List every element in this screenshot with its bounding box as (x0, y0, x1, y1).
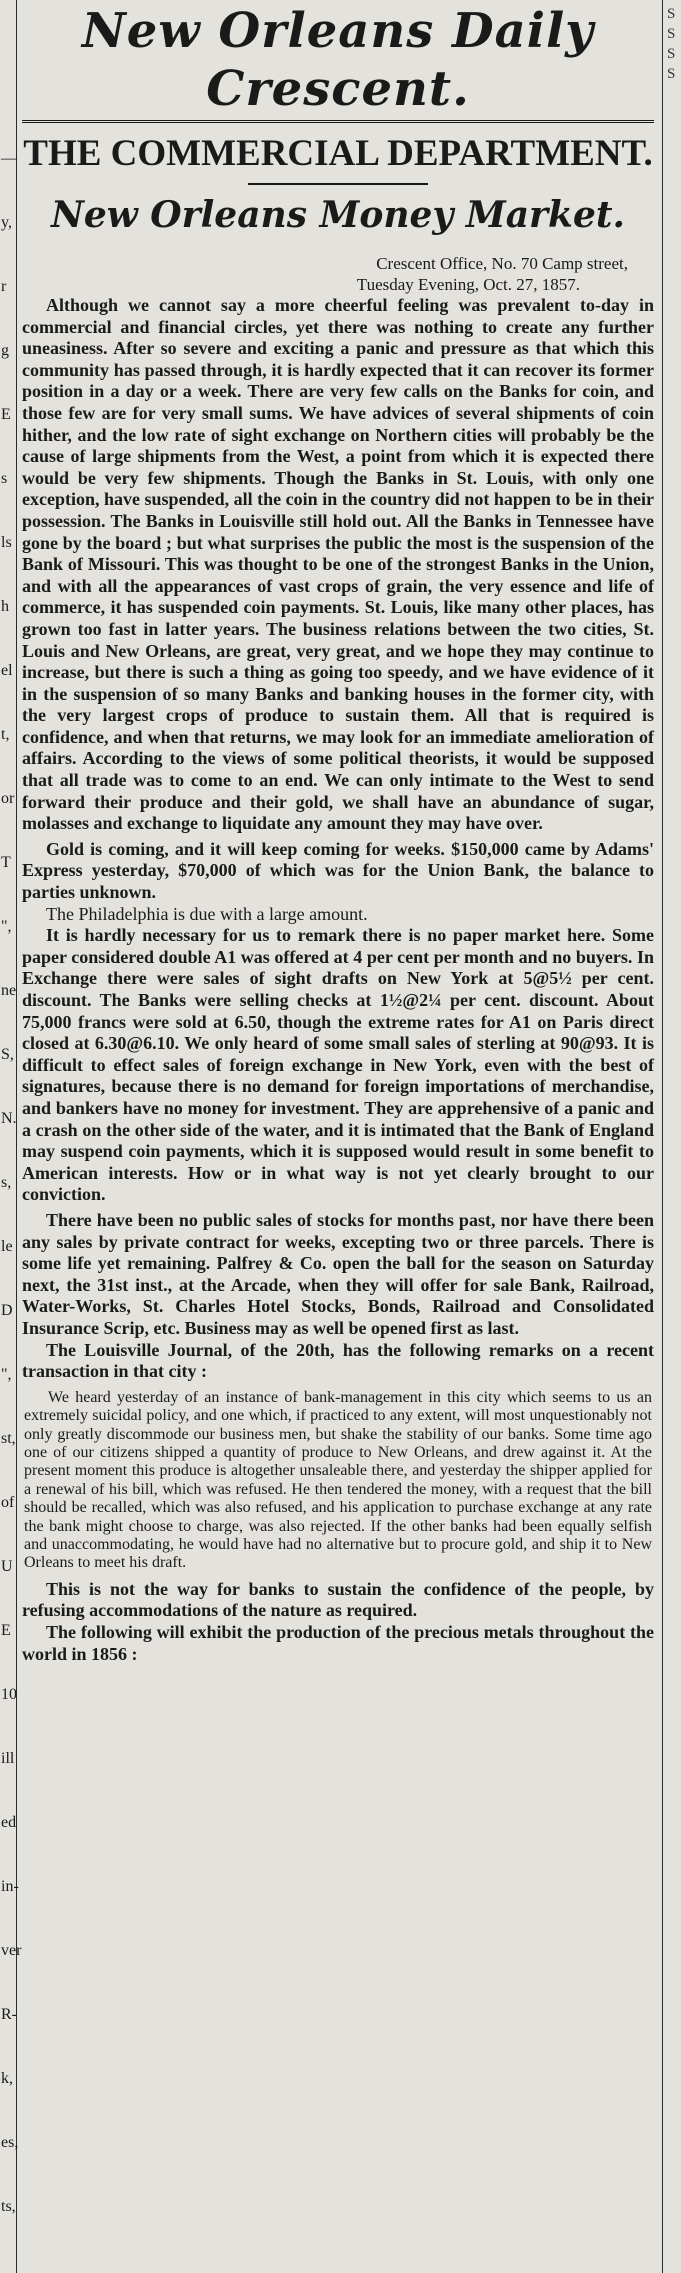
margin-fragment: ill (1, 1750, 15, 1767)
dateline (22, 253, 628, 295)
margin-fragment: h (1, 598, 9, 615)
margin-fragment: or (1, 790, 15, 807)
margin-fragment: ls (1, 534, 12, 551)
article-paragraph: Although we cannot say a more cheerful feeling was prevalent to-day in commercial and financial circles, yet there was nothing to create any further uneasiness. After so severe and exciting a panic and pressure as that which this community has passed through, it is hardly expected that it can recover its former position in a day or a week. There are very few calls on the Banks for coin, and those few are for very small sums. We have advices of several shipments of coin hither, and the low rate of sight exchange on Northern cities will probably be the cause of large shipments from the West, a point from which it is expected there would be very few shipments. Though the Banks in St. Louis, with only one exception, have suspended, all the coin in the country did not happen to be in their possession. The Banks in Louisville still hold out. All the Banks in Tennessee have gone by the board ; but what surprises the public the most is the suspension of the Bank of Missouri. This was thought to be one of the strongest Banks in the Union, and with all the appearances of vast crops of grain, the very essence and life of commerce, it has suspended coin payments. St. Louis, like many other places, has grown too fast in latter years. The business relations between the two cities, St. Louis and New Orleans, are great, very great, and we hope they may continue to increase, but there is such a thing as going too speedy, and we have evidence of it in the suspension of so many Banks and banking houses in the former city, with the very largest crops of produce to sustain them. All that is required is confidence, and when that returns, we may look for an immediate amelioration of affairs. According to the views of some political theorists, it would be supposed that all trade was to come to an end. We can only intimate to the West to send forward their produce and their gold, we shall have an abundance of sugar, molasses and exchange to liquidate any amount they may have over. (22, 295, 654, 834)
margin-fragment: U (1, 1558, 13, 1575)
closing-paragraph: This is not the way for banks to sustain the confidence of the people, by refusing accommodations of the nature as required. (22, 1578, 654, 1621)
margin-fragment: S, (1, 1046, 14, 1063)
margin-fragment: el (1, 662, 13, 679)
dateline-date: Tuesday Evening, Oct. 27, 1857. (356, 275, 580, 294)
margin-fragment: E (1, 1622, 11, 1639)
margin-fragment: N. (1, 1110, 17, 1127)
department-heading: THE COMMERCIAL DEPARTMENT. (23, 133, 653, 174)
section-title: New Orleans Money Market. (50, 194, 626, 236)
article-paragraph: It is hardly necessary for us to remark there is no paper market here. Some paper considered double A1 was offered at 4 per cent per month and no buyers. In Exchange there were sales of sight drafts on New York at 5@5½ per cent. discount. The Banks were selling checks at 1½@2¼ per cent. discount. About 75,000 francs were sold at 6.50, though the extreme rates for A1 on Paris direct closed at 6.30@6.10. We only heard of some small sales of sterling at 90@93. It is difficult to effect sales of foreign exchange in New York, even with the best of signatures, because there is no demand for foreign importations of merchandise, and bankers have no money for investment. They are apprehensive of a panic and a crash on the other side of the water, and it is intimated that the Bank of England may suspend coin payments, which it is supposed would result in some benefit to American interests. How or in what way is not yet clearly brought to our conviction. (22, 925, 654, 1205)
margin-fragment: ", (1, 1366, 12, 1383)
article-column (22, 0, 654, 1665)
margin-fragment: ver (1, 1942, 22, 1959)
dateline-office: Crescent Office, No. 70 Camp street, (376, 254, 628, 273)
margin-fragment: D (1, 1302, 13, 1319)
article-paragraph: Gold is coming, and it will keep coming for weeks. $150,000 came by Adams' Express yesterday, $70,000 of which was for the Union Bank, the balance to parties unknown. (22, 838, 654, 903)
heading-divider (248, 183, 428, 185)
quoted-passage: We heard yesterday of an instance of bank-management in this city which seems to us an extremely suicidal policy, and one which, if practiced to any extent, will most unquestionably not only greatly discommode our business men, but shake the stability of our banks. Some time ago one of our citizens shipped a quantity of produce to New Orleans, and drew against it. At the present moment this produce is altogether unsaleable there, and yesterday the shipper applied for a renewal of his bill, which was refused. He then tendered the money, with a request that the bill should be recalled, which was also refused, and his application to purchase exchange at any rate the bank might choose to charge, was also rejected. If the other banks had been equally selfish and unaccommodating, he would have had no alternative but to procure gold, and ship it to New Orleans to meet his draft. (24, 1388, 652, 1572)
margin-fragment: of (1, 1494, 15, 1511)
margin-fragment: in- (1, 1878, 19, 1895)
article-paragraph: There have been no public sales of stocks for months past, nor have there been any sales by private contract for weeks, excepting two or three parcels. There is some life yet remaining. Palfrey & Co. open the ball for the season on Saturday next, the 31st inst., at the Arcade, when they will offer for sale Bank, Railroad, Water-Works, St. Charles Hotel Stocks, Bonds, Railroad and Consolidated Insurance Scrip, etc. Business may as well be opened first as last. (22, 1209, 654, 1338)
margin-fragment: es, (1, 2134, 19, 2151)
margin-fragment: S (667, 6, 676, 22)
margin-fragment: g (1, 342, 9, 359)
margin-fragment: s (1, 470, 8, 487)
margin-fragment: s, (1, 1174, 12, 1191)
margin-fragment: S (667, 26, 676, 42)
margin-fragment: S (667, 46, 676, 62)
margin-fragment: 10 (1, 1686, 17, 1703)
margin-fragment: ed (1, 1814, 17, 1831)
closing-paragraph: The following will exhibit the production of the precious metals throughout the world in 1856 : (22, 1621, 654, 1664)
adjacent-column-fragments (0, 0, 22, 2273)
margin-fragment: T (1, 854, 11, 871)
margin-fragment: ts, (1, 2198, 16, 2215)
margin-fragment: st, (1, 1430, 16, 1447)
margin-fragment: k, (1, 2070, 13, 2087)
newspaper-masthead: New Orleans Daily Crescent. (22, 2, 654, 123)
margin-fragment: E (1, 406, 11, 423)
margin-fragment: y, (1, 214, 12, 231)
margin-fragment: le (1, 1238, 13, 1255)
article-paragraph: The Philadelphia is due with a large amount. (46, 903, 368, 924)
margin-fragment: ne (1, 982, 17, 999)
margin-fragment: r (1, 278, 7, 295)
article-paragraph: The Louisville Journal, of the 20th, has the following remarks on a recent transaction in that city : (22, 1339, 654, 1382)
margin-fragment: t, (1, 726, 10, 743)
margin-fragment: ", (1, 918, 12, 935)
margin-fragment: R- (1, 2006, 17, 2023)
margin-fragment: S (667, 66, 676, 82)
right-column-fragments (662, 0, 681, 2273)
margin-fragment: — (1, 150, 17, 167)
